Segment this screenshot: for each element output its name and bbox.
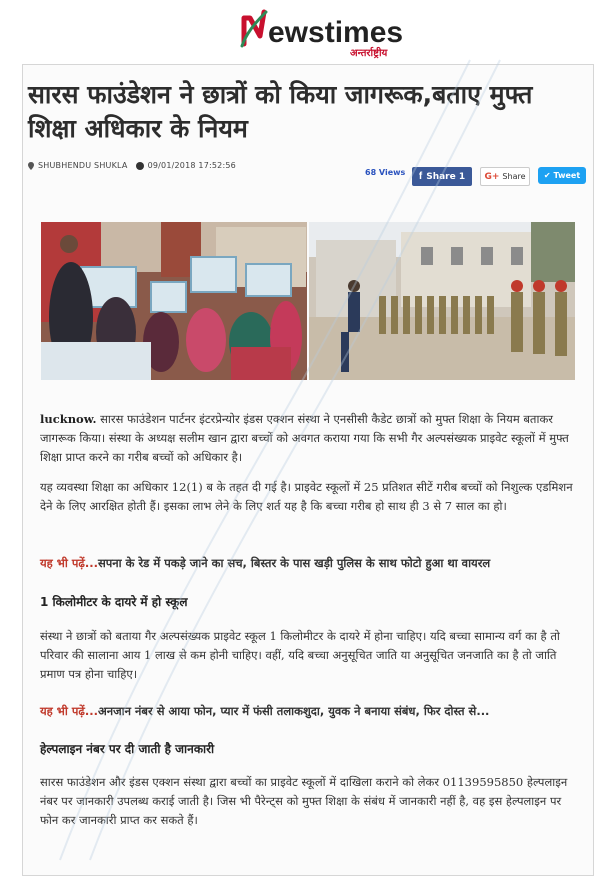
clock-icon [136, 162, 144, 170]
publish-datetime: 09/01/2018 17:52:56 [147, 161, 236, 170]
twitter-bird-icon: ✔ [543, 171, 551, 180]
intro-paragraph [40, 410, 578, 467]
read-also-text-1[interactable]: सपना के रेड में पकड़े जाने का सच, बिस्तर के पास खड़ी पुलिस के साथ फोटो हुआ था वायरल [97, 556, 491, 570]
facebook-share-button[interactable] [412, 167, 472, 186]
subheading-2: हेल्पलाइन नंबर पर दी जाती है जानकारी [40, 742, 215, 756]
logo-text: ewstimes [268, 16, 404, 49]
dateline: lucknow. [40, 412, 97, 426]
facebook-share-label: Share 1 [426, 171, 466, 182]
read-also-link-2[interactable] [40, 704, 580, 719]
paragraph-3: संस्था ने छात्रों को बताया गैर अल्पसंख्यक प्राइवेट स्कूल 1 किलोमीटर के दायरे में होना चाहिए। यदि बच्चा सामान्य वर्ग का है तो परिवार की सालाना आय 1 लाख से कम होनी चाहिए। वहीं, यदि बच्चा अनुसूचित जाति या अनुसूचित जनजाति का है तो जाति प्रमाण पत्र होना चाहिए। [40, 629, 560, 681]
masthead [0, 0, 603, 62]
logo-subtitle: अन्तर्राष्ट्रीय [350, 48, 388, 59]
article-photo [41, 222, 575, 380]
subheading-1: 1 किलोमीटर के दायरे में हो स्कूल [40, 595, 188, 609]
facebook-icon: f [418, 171, 423, 182]
google-plus-icon: G+ [484, 171, 500, 182]
read-also-tag-2: यह भी पढ़ें... [40, 704, 98, 718]
newstimes-logo[interactable] [224, 4, 410, 60]
tweet-button[interactable] [538, 167, 586, 184]
author-name[interactable]: SHUBHENDU SHUKLA [38, 161, 128, 170]
google-plus-share-button[interactable] [480, 167, 530, 186]
google-plus-share-label: Share [502, 172, 526, 181]
tweet-label: Tweet [553, 171, 581, 180]
paragraph-2: यह व्यवस्था शिक्षा का अधिकार 12(1) ब के तहत दी गई है। प्राइवेट स्कूलों में 25 प्रतिशत सीटें गरीब बच्चों को निशुल्क एडमिशन देने के लिए आरक्षित होती हैं। इसका लाभ लेने के लिए शर्त यह है कि बच्चा गरीब हो साथ ही 3 से 7 साल का हो। [40, 480, 573, 513]
article-meta [28, 161, 236, 170]
view-count: 68 Views [365, 168, 406, 177]
intro-text: सारस फाउंडेशन पार्टनर इंटरप्रेन्योर इंडस एक्शन संस्था ने एनसीसी कैडेट छात्रों को मुफ्त शिक्षा के नियम बताकर जागरूक किया। संस्था के अध्यक्ष सलीम खान द्वारा बच्चों को अवगत कराया गया कि सभी गैर अल्पसंख्यक प्राइवेट स्कूलों में मुफ्त शिक्षा प्राप्त करने का गरीब बच्चों को अधिकार है। [40, 412, 569, 464]
read-also-text-2[interactable]: अनजान नंबर से आया फोन, प्यार में फंसी तलाकशुदा, युवक ने बनाया संबंध, फिर दोस्त से... [97, 704, 490, 718]
read-also-tag-1: यह भी पढ़ें... [40, 556, 98, 570]
read-also-link-1[interactable] [40, 556, 580, 571]
location-pin-icon [28, 162, 34, 170]
article-headline: सारस फाउंडेशन ने छात्रों को किया जागरूक,बताए मुफ्त शिक्षा अधिकार के नियम [28, 80, 533, 143]
paragraph-4: सारस फाउंडेशन और इंडस एक्शन संस्था द्वारा बच्चों का प्राइवेट स्कूलों में दाखिला कराने को लेकर 01139595850 हेल्पलाइन नंबर पर जानकारी उपलब्ध कराई जाती है। जिस भी पैरेन्ट्स को मुफ्त शिक्षा के संबंध में जानकारी नहीं है, वह इस हेल्पलाइन पर फोन कर जानकारी प्राप्त कर सकते हैं। [40, 775, 568, 827]
